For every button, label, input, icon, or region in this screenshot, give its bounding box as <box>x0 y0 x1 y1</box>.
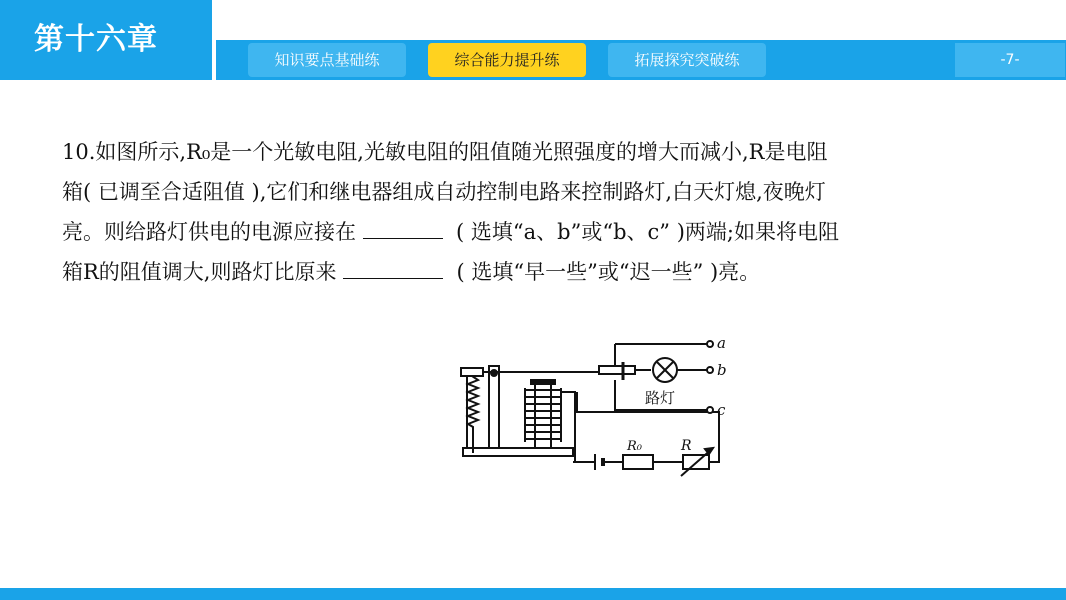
footer-bar <box>0 588 1066 600</box>
lamp-label: 路灯 <box>645 389 676 407</box>
question-line-2: 箱( 已调至合适阻值 ),它们和继电器组成自动控制电路来控制路灯,白天灯熄,夜晚灯 <box>62 180 826 204</box>
question-line-1: 10.如图所示,R₀是一个光敏电阻,光敏电阻的阻值随光照强度的增大而减小,R是电阻 <box>62 140 828 164</box>
answer-blank-2[interactable] <box>343 254 443 279</box>
question-line-3-end: ( 选填“a、b”或“b、c” )两端;如果将电阻 <box>456 220 839 244</box>
tab-extension-practice[interactable]: 拓展探究突破练 <box>608 43 766 77</box>
question-text <box>62 132 1022 292</box>
question-line-4-end: ( 选填“早一些”或“迟一些” )亮。 <box>456 260 761 284</box>
question-line-3 <box>62 212 1022 252</box>
r0-label: R₀ <box>627 439 642 454</box>
circuit-diagram <box>455 330 735 480</box>
contact-block <box>599 366 635 374</box>
question-line-3-start: 亮。则给路灯供电的电源应接在 <box>62 220 356 244</box>
answer-blank-1[interactable] <box>363 214 443 239</box>
chapter-title: 第十六章 <box>0 0 212 80</box>
page-number: -7- <box>955 43 1065 77</box>
armature-post <box>489 366 499 448</box>
question-line-4 <box>62 252 1022 292</box>
tab-basic-practice[interactable]: 知识要点基础练 <box>248 43 406 77</box>
question-line-4-start: 箱R的阻值调大,则路灯比原来 <box>62 260 337 284</box>
spring-mount <box>461 368 483 376</box>
terminal-a-label: a <box>717 334 726 352</box>
r-label: R <box>681 438 692 454</box>
terminal-c-dot <box>707 407 713 413</box>
terminal-a-dot <box>707 341 713 347</box>
terminal-b-label: b <box>717 361 727 379</box>
terminal-b-dot <box>707 367 713 373</box>
tab-comprehensive-practice[interactable]: 综合能力提升练 <box>428 43 586 77</box>
core-top <box>531 380 555 384</box>
photoresistor-r0 <box>623 455 653 469</box>
terminal-c-label: c <box>717 401 726 419</box>
relay-spring <box>468 376 478 453</box>
